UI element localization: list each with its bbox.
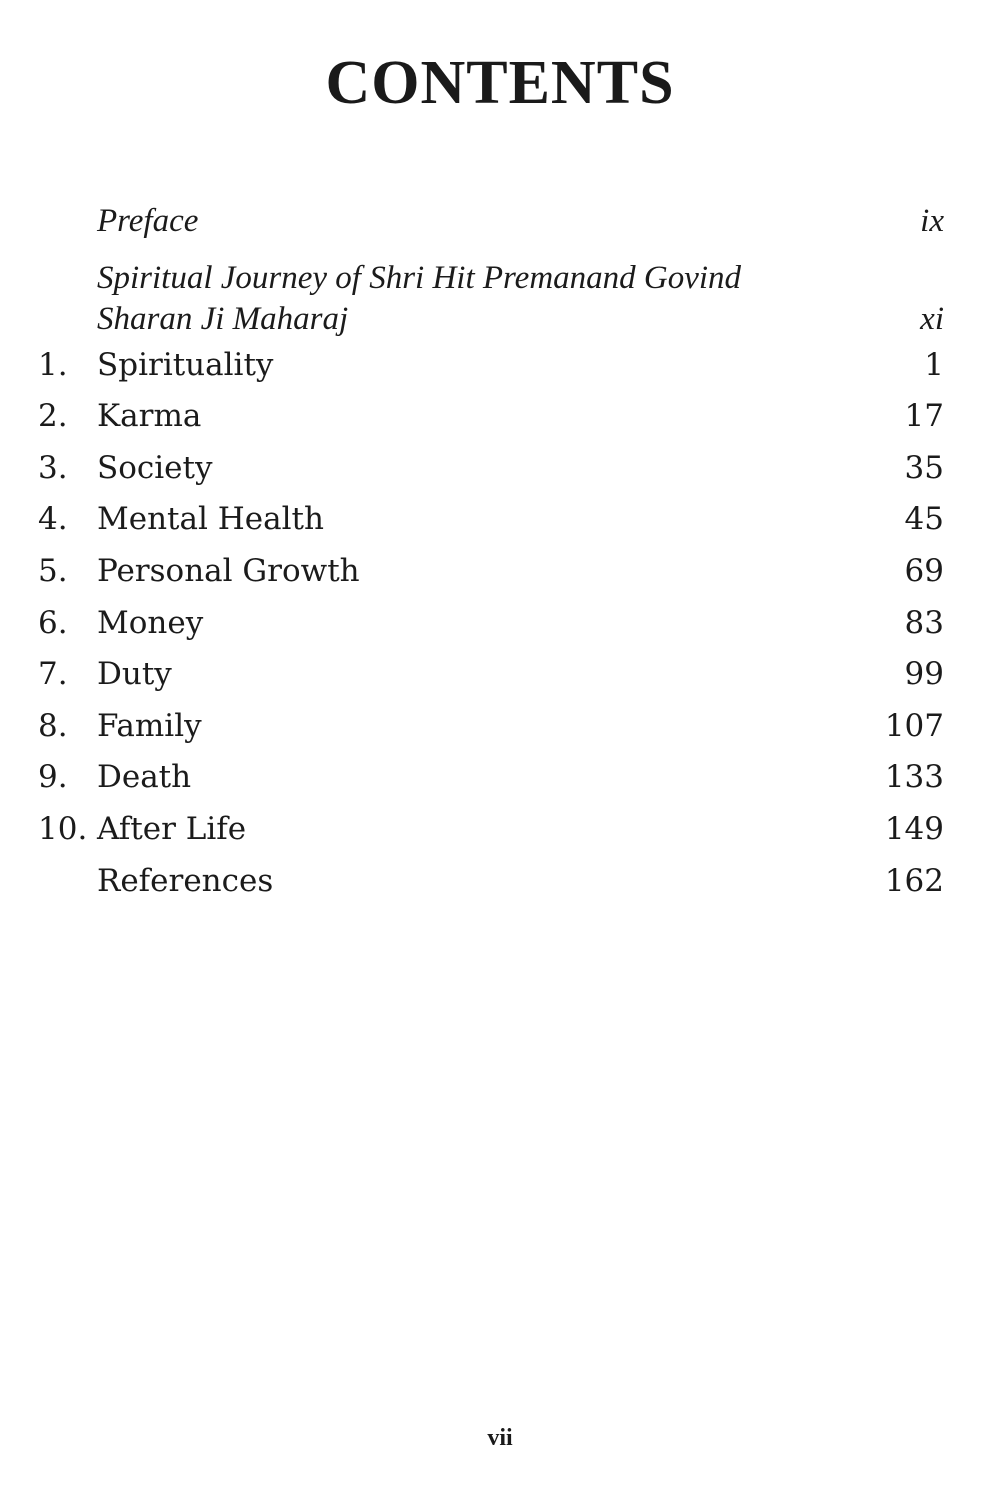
toc-entry-chapter: [38, 340, 944, 392]
chapter-number: 9.: [38, 759, 68, 796]
toc-entry-chapter: [38, 701, 944, 753]
chapter-number: 7.: [38, 656, 68, 693]
chapter-page: 17: [904, 398, 944, 435]
entry-title-line: Sharan Ji Maharaj: [97, 300, 349, 337]
chapter-number: 1.: [38, 346, 68, 383]
chapter-page: 69: [904, 552, 944, 589]
page-number: vii: [487, 1425, 513, 1451]
chapter-title: Personal Growth: [97, 552, 360, 589]
chapter-page: 1: [924, 346, 944, 383]
entry-page: ix: [920, 203, 944, 239]
chapter-title: Mental Health: [97, 501, 324, 538]
chapter-title: Karma: [97, 398, 202, 435]
chapter-title: Duty: [97, 656, 172, 693]
chapter-title: After Life: [97, 810, 247, 847]
chapter-title: Society: [97, 449, 213, 486]
toc-entry-chapter: [38, 752, 944, 804]
chapter-page: 133: [884, 759, 944, 796]
entry-page: xi: [920, 300, 944, 337]
toc-entry-chapter: [38, 391, 944, 443]
chapter-number: 2.: [38, 398, 68, 435]
chapter-number: 8.: [38, 707, 68, 744]
chapter-page: 149: [884, 810, 944, 847]
entry-title-line: Spiritual Journey of Shri Hit Premanand Govind: [97, 259, 742, 296]
chapter-number: 4.: [38, 501, 68, 538]
chapter-page: 83: [904, 604, 944, 641]
chapter-title: Spirituality: [97, 346, 274, 383]
toc-entry-chapter: [38, 494, 944, 546]
chapter-number: 6.: [38, 604, 68, 641]
chapter-page: 107: [884, 707, 944, 744]
page-title: CONTENTS: [325, 49, 675, 117]
chapter-title: Money: [97, 604, 204, 641]
toc-entry-spiritual-journey: [38, 248, 944, 340]
chapter-title: Family: [97, 707, 202, 744]
toc-entry-chapter: [38, 804, 944, 856]
chapter-number: 10.: [38, 810, 88, 847]
table-of-contents: [38, 196, 944, 907]
chapter-page: 35: [904, 449, 944, 486]
chapter-title: Death: [97, 759, 192, 796]
toc-entry-chapter: [38, 443, 944, 495]
chapter-number: 5.: [38, 552, 68, 589]
entry-title: [97, 258, 920, 340]
chapter-page: 99: [904, 656, 944, 693]
entry-title: References: [97, 862, 274, 899]
entry-title: Preface: [97, 203, 199, 239]
toc-entry-chapter: [38, 546, 944, 598]
toc-entry-references: [38, 856, 944, 908]
entry-page: 162: [884, 862, 944, 899]
toc-entry-chapter: [38, 649, 944, 701]
chapter-number: 3.: [38, 449, 68, 486]
toc-entry-chapter: [38, 598, 944, 650]
toc-entry-preface: [38, 196, 944, 248]
chapter-page: 45: [904, 501, 944, 538]
